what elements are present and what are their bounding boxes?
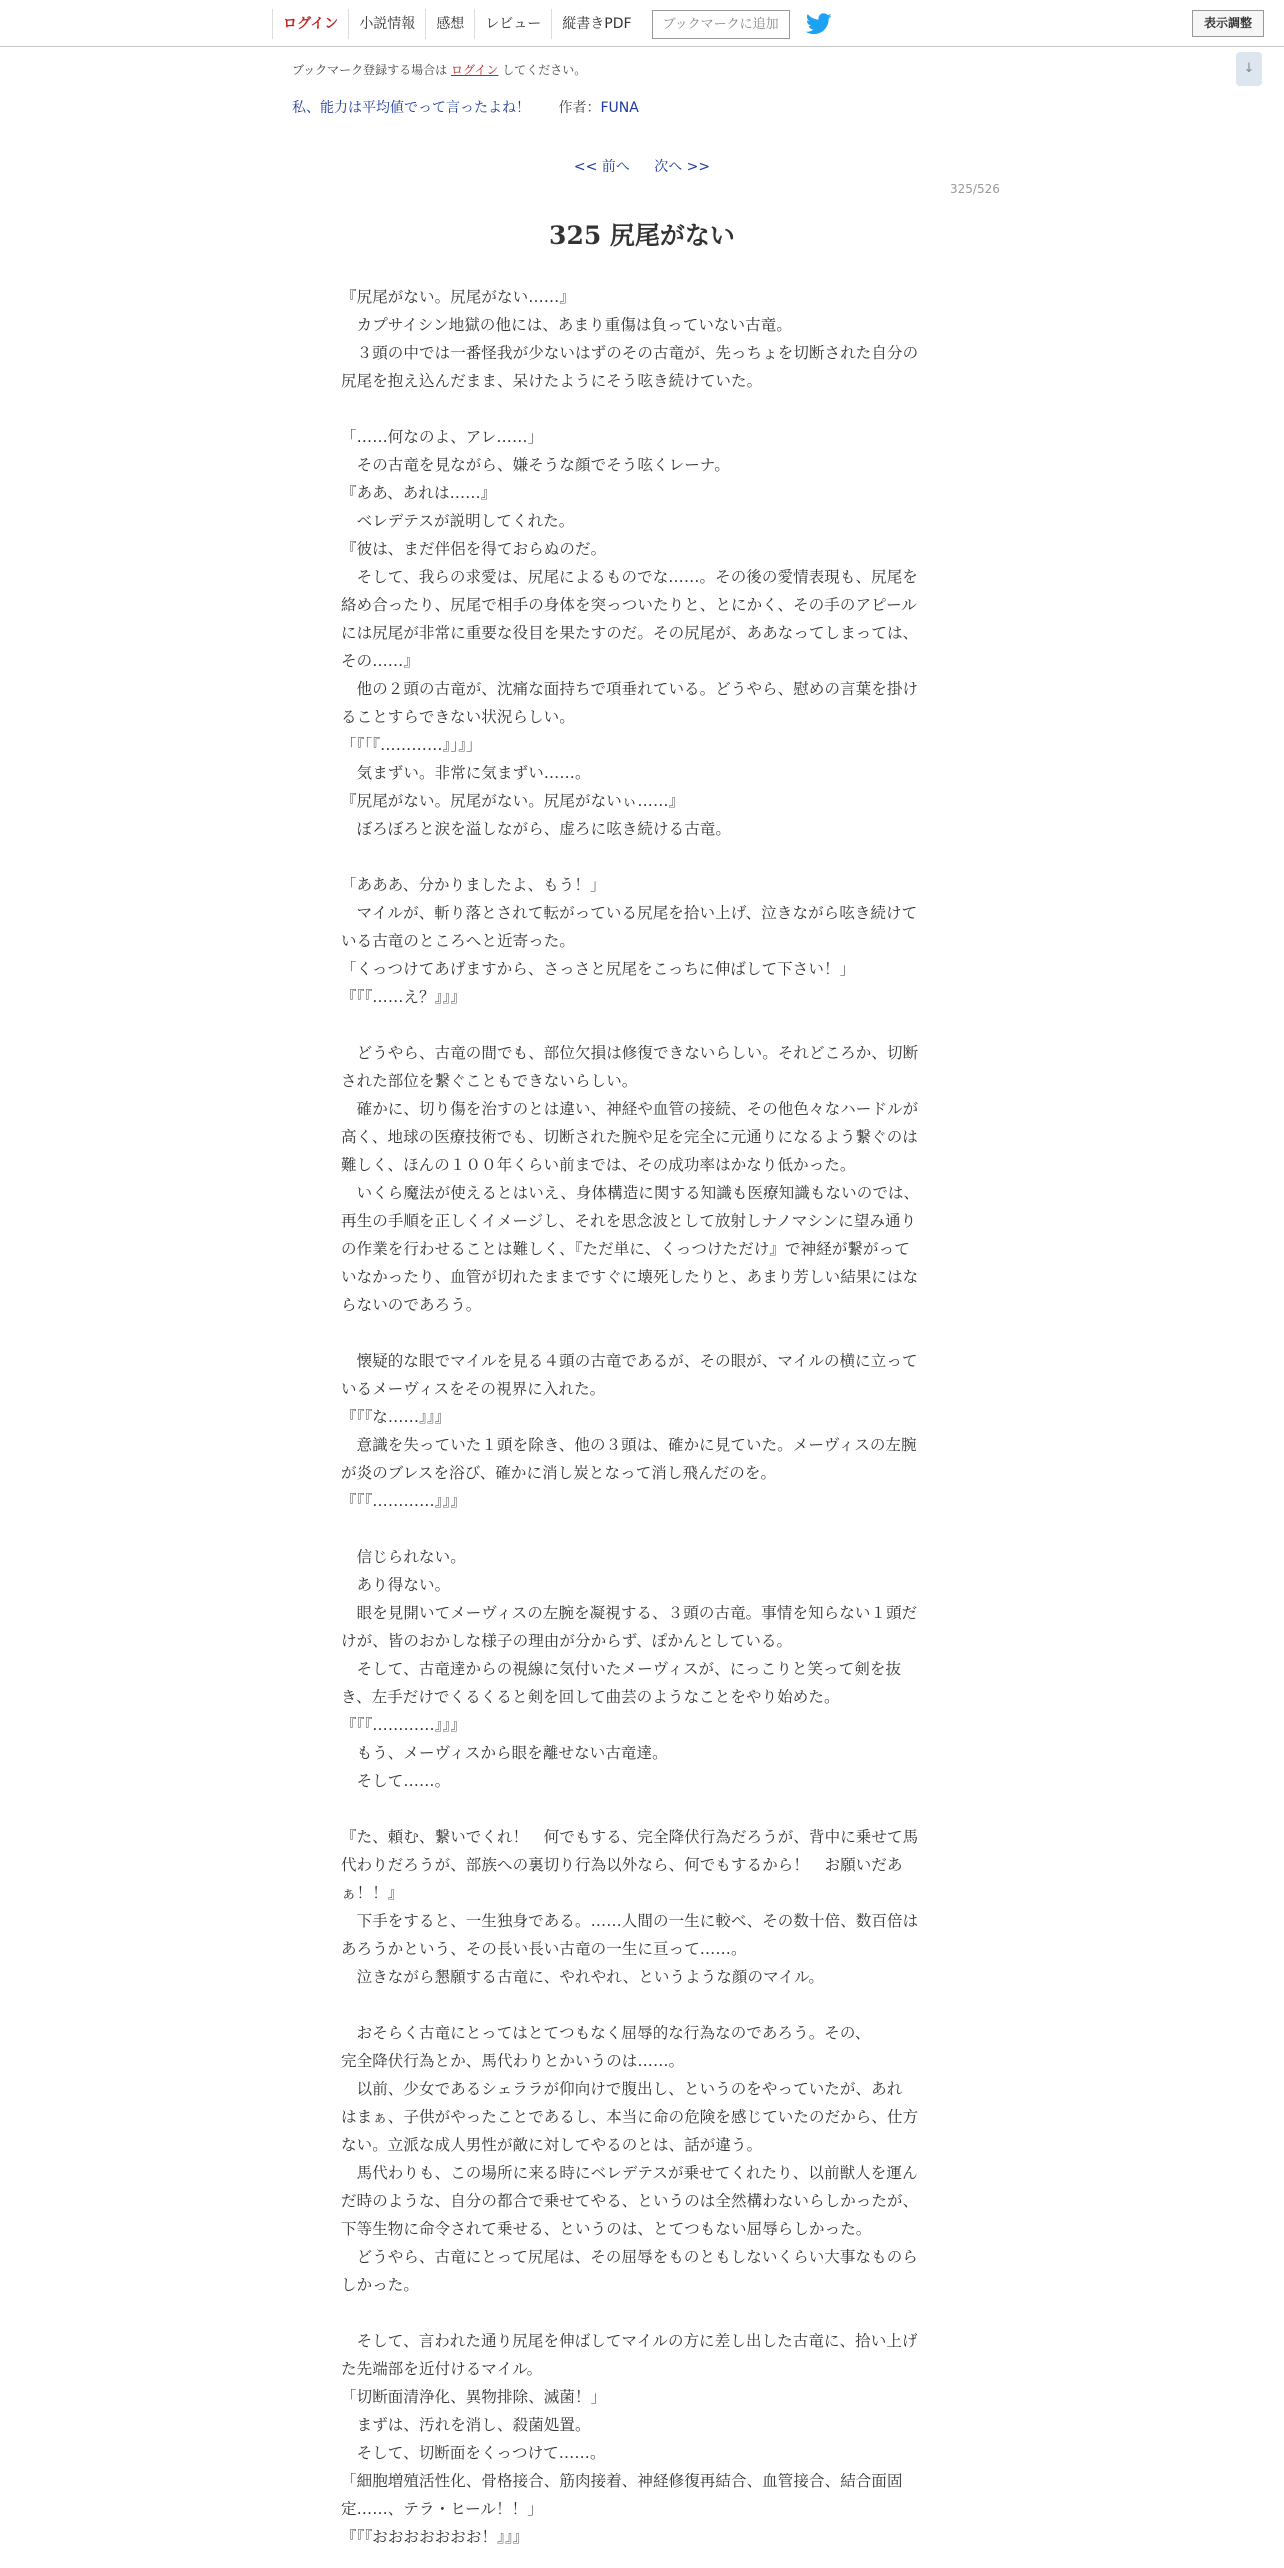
body-line: どうやら、古竜にとって尻尾は、その屈辱をものともしないくらい大事なものら (341, 2248, 918, 2266)
body-line: 『尻尾がない。尻尾がない……』 (341, 288, 576, 306)
novel-title-link[interactable]: 私、能力は平均値でって言ったよね！ (292, 100, 530, 116)
body-line: 以前、少女であるシェララが仰向けで腹出し、というのをやっていたが、あれ (341, 2080, 903, 2098)
body-line: 下手をすると、一生独身である。……人間の一生に較べ、その数十倍、数百倍は (341, 1912, 919, 1930)
body-line: 『彼は、まだ伴侶を得ておらぬのだ。 (341, 540, 607, 558)
body-line: そして、言われた通り尻尾を伸ばしてマイルの方に差し出した古竜に、拾い上げ (341, 2332, 918, 2350)
bookmark-notice (292, 61, 586, 78)
body-line: その古竜を見ながら、嫌そうな顔でそう呟くレーナ。 (341, 456, 730, 474)
body-line: そして、古竜達からの視線に気付いたメーヴィスが、にっこりと笑って剣を抜 (341, 1660, 902, 1678)
body-line: 定……、テラ・ヒール！！」 (341, 2500, 543, 2518)
novel-header (292, 97, 639, 117)
body-line: しかった。 (341, 2276, 420, 2294)
body-line: らないのであろう。 (341, 1296, 482, 1314)
login-link[interactable]: ログイン (272, 9, 348, 39)
body-line: 尻尾を抱え込んだまま、呆けたようにそう呟き続けていた。 (341, 372, 763, 390)
body-line: き、左手だけでくるくると剣を回して曲芸のようなことをやり始めた。 (341, 1688, 840, 1706)
body-line: 「くっつけてあげますから、さっさと尻尾をこっちに伸ばして下さい！」 (341, 960, 856, 978)
body-line: 『『『……え？』』』 (341, 988, 467, 1006)
body-line (341, 395, 941, 423)
scroll-down-button[interactable]: ↓ (1236, 52, 1262, 86)
author-prefix: 作者： (558, 100, 601, 116)
body-line: の作業を行わせることは難しく、『ただ単に、くっつけただけ』で神経が繋がって (341, 1240, 910, 1258)
body-line: 気まずい。非常に気まずい……。 (341, 764, 591, 782)
body-line: カプサイシン地獄の他には、あまり重傷は負っていない古竜。 (341, 316, 792, 334)
body-line: 懐疑的な眼でマイルを見る４頭の古竜であるが、その眼が、マイルの横に立って (341, 1352, 918, 1370)
body-line: あろうかという、その長い長い古竜の一生に亘って……。 (341, 1940, 747, 1958)
body-line: ぼろぼろと涙を溢しながら、虚ろに呟き続ける古竜。 (341, 820, 732, 838)
body-line: 確かに、切り傷を治すのとは違い、神経や血管の接続、その他色々なハードルが (341, 1100, 919, 1118)
body-line (341, 1991, 941, 2019)
body-line: 眼を見開いてメーヴィスの左腕を凝視する、３頭の古竜。事情を知らない１頭だ (341, 1604, 918, 1622)
body-line: もう、メーヴィスから眼を離せない古竜達。 (341, 1744, 668, 1762)
body-line: あり得ない。 (341, 1576, 451, 1594)
body-line: いなかったり、血管が切れたままですぐに壊死したりと、あまり芳しい結果にはな (341, 1268, 919, 1286)
chapter-title: 325 尻尾がない (549, 221, 735, 250)
body-line: 他の２頭の古竜が、沈痛な面持ちで項垂れている。どうやら、慰めの言葉を掛け (341, 680, 919, 698)
display-settings-button[interactable]: 表示調整 (1192, 10, 1264, 37)
body-line: た先端部を近付けるマイル。 (341, 2360, 543, 2378)
vertical-pdf-link[interactable]: 縦書きPDF (551, 9, 641, 39)
body-line: 下等生物に命令されて乗せる、というのは、とてつもない屈辱らしかった。 (341, 2220, 872, 2238)
body-line: 『た、頼む、繋いでくれ！ 何でもする、完全降伏行為だろうが、背中に乗せて馬 (341, 1828, 919, 1846)
body-line: そして、我らの求愛は、尻尾によるものでな……。その後の愛情表現も、尻尾を (341, 568, 918, 586)
body-line: いる古竜のところへと近寄った。 (341, 932, 576, 950)
author-link[interactable]: FUNA (600, 100, 639, 116)
notice-login-link[interactable]: ログイン (451, 63, 499, 77)
page-count: 325/526 (950, 182, 1000, 196)
body-line (341, 1011, 941, 1039)
novel-info-link[interactable]: 小説情報 (348, 9, 425, 39)
body-line (341, 1319, 941, 1347)
body-line (341, 843, 941, 871)
body-line: 高く、地球の医療技術でも、切断された腕や足を完全に元通りになるよう繋ぐのは (341, 1128, 918, 1146)
body-line: けが、皆のおかしな様子の理由が分からず、ぽかんとしている。 (341, 1632, 793, 1650)
body-line: 「細胞増殖活性化、骨格接合、筋肉接着、神経修復再結合、血管接合、結合面固 (341, 2472, 903, 2490)
body-line: 『尻尾がない。尻尾がない。尻尾がないぃ……』 (341, 792, 685, 810)
twitter-icon[interactable] (806, 13, 832, 35)
top-nav (272, 8, 832, 40)
chapter-body (341, 283, 941, 2551)
author-label (558, 100, 638, 116)
body-line: まずは、汚れを消し、殺菌処置。 (341, 2416, 591, 2434)
body-line: 『ああ、あれは……』 (341, 484, 497, 502)
body-line: された部位を繋ぐこともできないらしい。 (341, 1072, 638, 1090)
body-line: どうやら、古竜の間でも、部位欠損は修復できないらしい。それどころか、切断 (341, 1044, 919, 1062)
body-line: マイルが、斬り落とされて転がっている尻尾を拾い上げ、泣きながら呟き続けて (341, 904, 918, 922)
add-bookmark-button[interactable]: ブックマークに追加 (652, 10, 790, 39)
body-line: ない。立派な成人男性が敵に対してやるのとは、話が違う。 (341, 2136, 763, 2154)
body-line: ることすらできない状況らしい。 (341, 708, 575, 726)
body-line: おそらく古竜にとってはとてつもなく屈辱的な行為なのであろう。その、 (341, 2024, 871, 2042)
body-line (341, 1515, 941, 1543)
body-line: 『『『…………』』』 (341, 1716, 467, 1734)
next-chapter-link[interactable]: 次へ >> (654, 159, 711, 175)
body-line: 難しく、ほんの１００年くらい前までは、その成功率はかなり低かった。 (341, 1156, 856, 1174)
body-line: はまぁ、子供がやったことであるし、本当に命の危険を感じていたのだから、仕方 (341, 2108, 919, 2126)
review-link[interactable]: レビュー (474, 9, 551, 39)
body-line: 代わりだろうが、部族への裏切り行為以外なら、何でもするから！ お願いだあ (341, 1856, 903, 1874)
body-line: そして、切断面をくっつけて……。 (341, 2444, 606, 2462)
top-bar (0, 0, 1284, 47)
body-line: 再生の手順を正しくイメージし、それを思念波として放射しナノマシンに望み通り (341, 1212, 917, 1230)
impressions-link[interactable]: 感想 (425, 9, 474, 39)
body-line: いくら魔法が使えるとはいえ、身体構造に関する知識も医療知識もないのでは、 (341, 1184, 920, 1202)
notice-text-after: してください。 (502, 63, 587, 77)
body-line: 『『『…………』』』 (341, 1492, 467, 1510)
body-line: が炎のブレスを浴び、確かに消し炭となって消し飛んだのを。 (341, 1464, 777, 1482)
body-line: ベレデテスが説明してくれた。 (341, 512, 575, 530)
body-line: その……』 (341, 652, 420, 670)
body-line: には尻尾が非常に重要な役目を果たすのだ。その尻尾が、ああなってしまっては、 (341, 624, 919, 642)
body-line: そして……。 (341, 1772, 451, 1790)
body-line: ３頭の中では一番怪我が少ないはずのその古竜が、先っちょを切断された自分の (341, 344, 919, 362)
body-line: 完全降伏行為とか、馬代わりとかいうのは……。 (341, 2052, 685, 2070)
body-line: 絡め合ったり、尻尾で相手の身体を突っついたりと、とにかく、その手のアピール (341, 596, 917, 614)
body-line: 馬代わりも、この場所に来る時にベレデテスが乗せてくれたり、以前獣人を運ん (341, 2164, 918, 2182)
body-line: 「切断面清浄化、異物排除、滅菌！」 (341, 2388, 607, 2406)
notice-text-before: ブックマーク登録する場合は (292, 63, 448, 77)
body-line: 泣きながら懇願する古竜に、やれやれ、というような顔のマイル。 (341, 1968, 824, 1986)
body-line: 「あああ、分かりましたよ、もう！」 (341, 876, 606, 894)
body-line: ぁ！！』 (341, 1884, 404, 1902)
body-line: いるメーヴィスをその視界に入れた。 (341, 1380, 606, 1398)
body-line (341, 2299, 941, 2327)
body-line: 「『「『…………』」』」 (341, 736, 482, 754)
body-line: だ時のような、自分の都合で乗せてやる、というのは全然構わないらしかったが、 (341, 2192, 919, 2210)
chapter-pager (0, 156, 1284, 176)
prev-chapter-link[interactable]: << 前へ (573, 159, 630, 175)
body-line (341, 1795, 941, 1823)
body-line: 「……何なのよ、アレ……」 (341, 428, 544, 446)
body-line: 意識を失っていた１頭を除き、他の３頭は、確かに見ていた。メーヴィスの左腕 (341, 1436, 917, 1454)
body-line: 『『『おおおおおおお！』』』 (341, 2528, 529, 2546)
body-line: 『『『な……』』』 (341, 1408, 451, 1426)
body-line: 信じられない。 (341, 1548, 466, 1566)
